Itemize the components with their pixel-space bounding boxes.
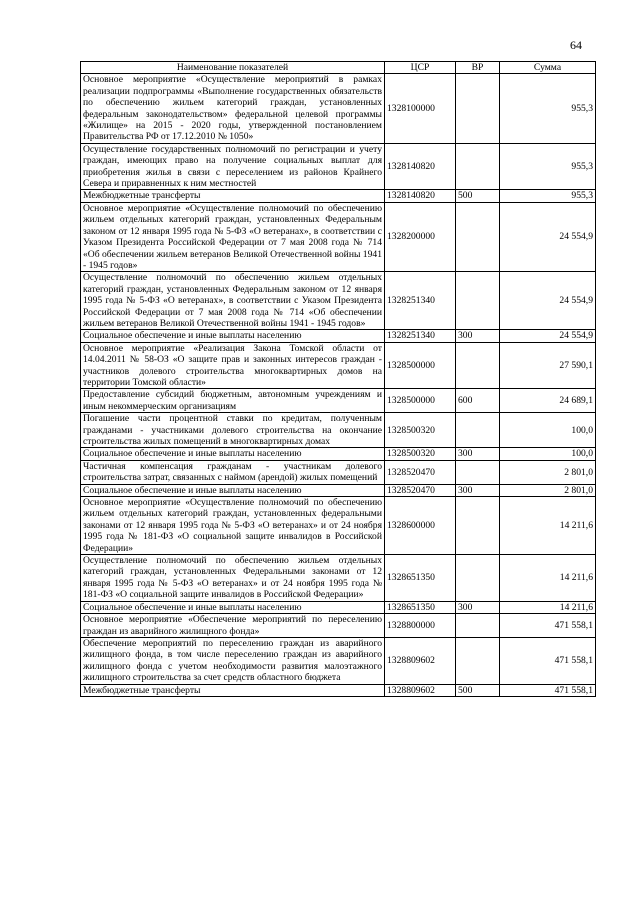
row-vr: [456, 413, 500, 448]
table-row: [81, 190, 596, 202]
row-name: Основное мероприятие «Обеспечение мероприятий по переселению граждан из аварийного жилищного фонда»: [81, 614, 385, 638]
row-vr: 600: [456, 389, 500, 413]
row-vr: [456, 202, 500, 271]
row-sum: 14 211,6: [500, 601, 596, 613]
row-sum: 471 558,1: [500, 684, 596, 696]
row-vr: [456, 497, 500, 555]
row-csr: 1328100000: [385, 74, 456, 143]
row-sum: 2 801,0: [500, 484, 596, 496]
table-row: [81, 614, 596, 638]
row-name: Осуществление государственных полномочий по регистрации и учету граждан, имеющих право на получение социальных выплат для приобретения жилья в связи с переселением из районов Крайнего Севера и приравненных к ним местностей: [81, 143, 385, 190]
row-sum: 471 558,1: [500, 637, 596, 684]
row-vr: 300: [456, 601, 500, 613]
row-name: Частичная компенсация гражданам - участникам долевого строительства затрат, связанных с наймом (арендой) жилых помещений: [81, 460, 385, 484]
row-name: Предоставление субсидий бюджетным, автономным учреждениям и иным некоммерческим организациям: [81, 389, 385, 413]
row-vr: 300: [456, 484, 500, 496]
header-csr: ЦСР: [385, 62, 456, 74]
row-name: Межбюджетные трансферты: [81, 684, 385, 696]
row-csr: 1328200000: [385, 202, 456, 271]
row-name: Социальное обеспечение и иные выплаты населению: [81, 484, 385, 496]
row-vr: [456, 460, 500, 484]
table-row: [81, 448, 596, 460]
row-csr: 1328800000: [385, 614, 456, 638]
row-csr: 1328809602: [385, 637, 456, 684]
table-row: [81, 497, 596, 555]
table-header-row: [81, 62, 596, 74]
row-vr: [456, 74, 500, 143]
table-row: [81, 684, 596, 696]
row-csr: 1328251340: [385, 272, 456, 330]
row-name: Межбюджетные трансферты: [81, 190, 385, 202]
table-row: [81, 342, 596, 389]
row-sum: 955,3: [500, 74, 596, 143]
row-sum: 471 558,1: [500, 614, 596, 638]
row-name: Основное мероприятие «Осуществление полномочий по обеспечению жильем отдельных категорий граждан, установленных Федеральным законом от 12 января 1995 года № 5-ФЗ «О ветеранах», в соответствии с Указом Президента Российской Федерации от 7 мая 2008 года № 714 «Об обеспечении жильем ветеранов Великой Отечественной войны 1941 - 1945 годов»: [81, 202, 385, 271]
row-vr: [456, 614, 500, 638]
header-vr: ВР: [456, 62, 500, 74]
row-csr: 1328600000: [385, 497, 456, 555]
row-name: Социальное обеспечение и иные выплаты населению: [81, 448, 385, 460]
budget-table: [80, 61, 596, 697]
row-csr: 1328520470: [385, 484, 456, 496]
row-name: Основное мероприятие «Реализация Закона Томской области от 14.04.2011 № 58-ОЗ «О защите прав и законных интересов граждан - участников долевого строительства многоквартирных домов на территории Томской области»: [81, 342, 385, 389]
row-sum: 27 590,1: [500, 342, 596, 389]
header-name: Наименование показателей: [81, 62, 385, 74]
row-csr: 1328651350: [385, 601, 456, 613]
row-name: Социальное обеспечение и иные выплаты населению: [81, 601, 385, 613]
table-row: [81, 272, 596, 330]
row-csr: 1328651350: [385, 555, 456, 602]
row-vr: [456, 143, 500, 190]
row-csr: 1328500000: [385, 342, 456, 389]
header-sum: Сумма: [500, 62, 596, 74]
table-row: [81, 601, 596, 613]
row-name: Осуществление полномочий по обеспечению жильем отдельных категорий граждан, установленных Федеральными законами от 12 января 1995 года № 5-ФЗ «О ветеранах» и от 24 ноября 1995 года № 181-ФЗ «О социальной защите инвалидов в Российской Федерации»: [81, 555, 385, 602]
row-vr: 300: [456, 448, 500, 460]
row-sum: 14 211,6: [500, 555, 596, 602]
table-row: [81, 202, 596, 271]
row-vr: [456, 637, 500, 684]
row-csr: 1328500000: [385, 389, 456, 413]
row-sum: 24 689,1: [500, 389, 596, 413]
row-csr: 1328500320: [385, 448, 456, 460]
table-row: [81, 74, 596, 143]
table-row: [81, 460, 596, 484]
page-number: 64: [570, 38, 582, 52]
row-sum: 24 554,9: [500, 272, 596, 330]
row-sum: 955,3: [500, 143, 596, 190]
table-row: [81, 637, 596, 684]
row-csr: 1328500320: [385, 413, 456, 448]
table-row: [81, 484, 596, 496]
row-csr: 1328520470: [385, 460, 456, 484]
row-csr: 1328140820: [385, 190, 456, 202]
table-row: [81, 555, 596, 602]
row-sum: 24 554,9: [500, 330, 596, 342]
row-csr: 1328251340: [385, 330, 456, 342]
row-vr: [456, 272, 500, 330]
row-vr: 500: [456, 684, 500, 696]
row-sum: 24 554,9: [500, 202, 596, 271]
row-csr: 1328809602: [385, 684, 456, 696]
table-row: [81, 330, 596, 342]
table-row: [81, 389, 596, 413]
row-name: Обеспечение мероприятий по переселению граждан из аварийного жилищного фонда, в том числе переселению граждан из аварийного жилищного фонда с учетом необходимости развития малоэтажного жилищного строительства за счет средств областного бюджета: [81, 637, 385, 684]
row-name: Социальное обеспечение и иные выплаты населению: [81, 330, 385, 342]
row-csr: 1328140820: [385, 143, 456, 190]
row-vr: 500: [456, 190, 500, 202]
row-sum: 100,0: [500, 413, 596, 448]
row-vr: [456, 342, 500, 389]
table-row: [81, 413, 596, 448]
row-name: Погашение части процентной ставки по кредитам, полученным гражданами - участниками долевого строительства на окончание строительства жилых помещений в многоквартирных домах: [81, 413, 385, 448]
row-vr: [456, 555, 500, 602]
row-name: Основное мероприятие «Осуществление полномочий по обеспечению жильем отдельных категорий граждан, установленных федеральными законами от 12 января 1995 года № 5-ФЗ «О ветеранах» и от 24 ноября 1995 года № 181-ФЗ «О социальной защите инвалидов в Российской Федерации»: [81, 497, 385, 555]
row-sum: 955,3: [500, 190, 596, 202]
row-name: Осуществление полномочий по обеспечению жильем отдельных категорий граждан, установленных Федеральным законом от 12 января 1995 года № 5-ФЗ «О ветеранах», в соответствии с Указом Президента Российской Федерации от 7 мая 2008 года № 714 «Об обеспечении жильем ветеранов Великой Отечественной войны 1941 - 1945 годов»: [81, 272, 385, 330]
row-vr: 300: [456, 330, 500, 342]
row-sum: 14 211,6: [500, 497, 596, 555]
table-row: [81, 143, 596, 190]
row-sum: 100,0: [500, 448, 596, 460]
row-name: Основное мероприятие «Осуществление мероприятий в рамках реализации подпрограммы «Выполнение государственных обязательств по обеспечению жильем категорий граждан, установленных федеральным законодательством» федеральной целевой программы «Жилище» на 2015 - 2020 годы, утвержденной постановлением Правительства РФ от 17.12.2010 № 1050»: [81, 74, 385, 143]
row-sum: 2 801,0: [500, 460, 596, 484]
